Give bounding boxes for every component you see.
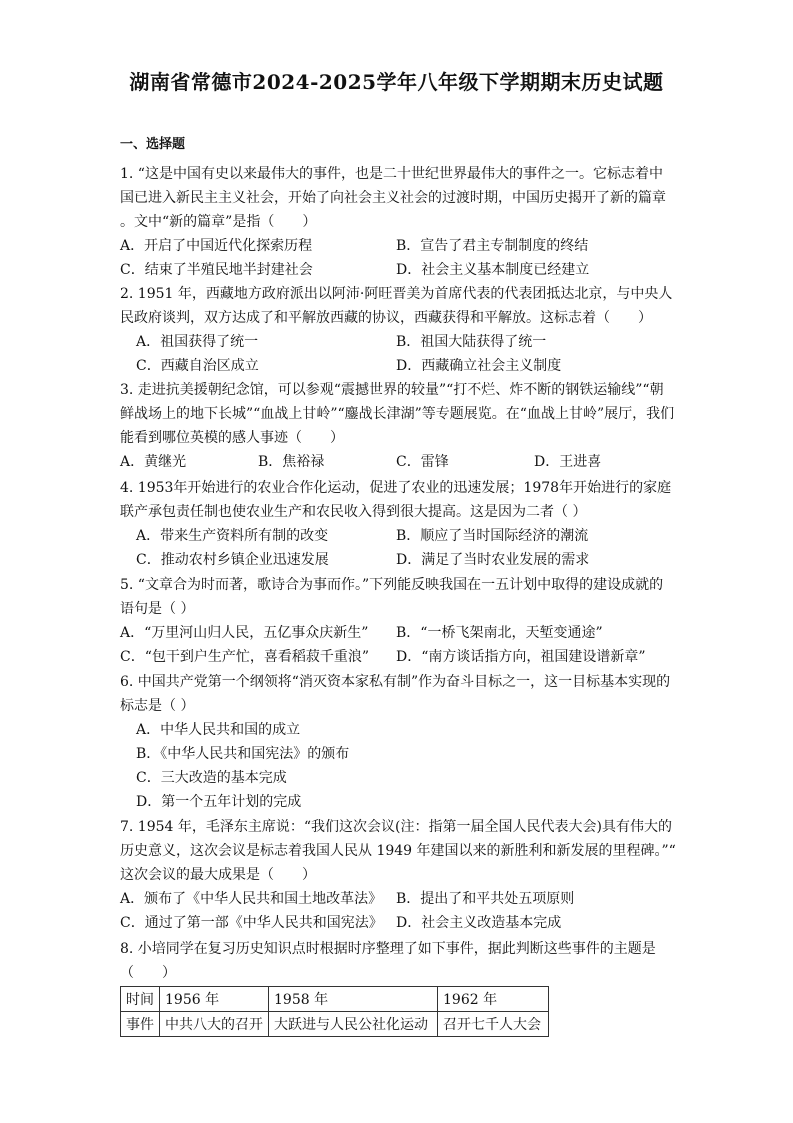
- question-text: 这次会议的最大成果是（ ）: [120, 867, 316, 883]
- option-a: A．“万里河山归人民，五亿事众庆新生”: [120, 625, 369, 641]
- table-row: [121, 987, 549, 1012]
- question-7: [120, 815, 680, 935]
- event-table: [120, 986, 549, 1037]
- question-text: 。文中“新的篇章”是指（ ）: [120, 214, 317, 230]
- option-c: C．“包干到户生产忙，喜看稻菽千重浪”: [120, 649, 370, 665]
- question-6: [120, 670, 680, 814]
- option-a: A．黄继光: [120, 454, 187, 470]
- option-a: A．开启了中国近代化探索历程: [120, 238, 313, 254]
- option-a: A．祖国获得了统一: [136, 334, 259, 350]
- option-d: D．王进喜: [534, 454, 602, 470]
- option-b: B．提出了和平共处五项原则: [396, 891, 575, 907]
- table-cell: 1958 年: [269, 987, 438, 1012]
- question-text: 4. 1953年开始进行的农业合作化运动，促进了农业的迅速发展；1978年开始进行的家庭: [120, 480, 672, 496]
- question-4: [120, 476, 680, 572]
- question-text: 语句是（ ）: [120, 601, 195, 617]
- question-text: 6. 中国共产党第一个纲领将“消灭资本家私有制”作为奋斗目标之一，这一目标基本实现的: [120, 674, 671, 690]
- option-d: D．第一个五年计划的完成: [136, 794, 302, 810]
- question-text: 7. 1954 年，毛泽东主席说：“我们这次会议(注：指第一届全国人民代表大会)具有伟大的: [120, 819, 672, 835]
- option-a: A．颁布了《中华人民共和国土地改革法》: [120, 891, 383, 907]
- option-d: D．“南方谈话指方向，祖国建设谱新章”: [396, 649, 646, 665]
- option-c: C．雷锋: [396, 454, 449, 470]
- table-cell: 大跃进与人民公社化运动: [269, 1012, 438, 1037]
- option-c: C．结束了半殖民地半封建社会: [120, 262, 313, 278]
- question-text: 联产承包责任制也使农业生产和农民收入得到很大提高。这是因为二者（ ）: [120, 504, 587, 520]
- option-b: B．《中华人民共和国宪法》的颁布: [136, 746, 350, 762]
- question-text: 历史意义，这次会议是标志着我国人民从 1949 年建国以来的新胜利和新发展的里程碑。”“: [120, 843, 676, 859]
- option-b: B．祖国大陆获得了统一: [396, 334, 547, 350]
- table-cell: 1962 年: [438, 987, 549, 1012]
- page-title: 湖南省常德市2024-2025学年八年级下学期期末历史试题: [129, 70, 664, 94]
- option-c: C．推动农村乡镇企业迅速发展: [136, 552, 329, 568]
- option-d: D．西藏确立社会主义制度: [396, 358, 562, 374]
- table-cell: 事件: [121, 1012, 160, 1037]
- question-text: 民政府谈判，双方达成了和平解放西藏的协议，西藏获得和平解放。这标志着（ ）: [120, 310, 652, 326]
- option-c: C．三大改造的基本完成: [136, 770, 287, 786]
- option-c: C．通过了第一部《中华人民共和国宪法》: [120, 915, 383, 931]
- question-8: [120, 937, 680, 985]
- question-5: [120, 573, 680, 669]
- option-b: B．“一桥飞架南北，天堑变通途”: [396, 625, 603, 641]
- table-cell: 召开七千人大会: [438, 1012, 549, 1037]
- table-cell: 中共八大的召开: [160, 1012, 269, 1037]
- question-text: 鲜战场上的地下长城”“血战上甘岭”“鏖战长津湖”等专题展览。在“血战上甘岭”展厅，我们: [120, 406, 675, 422]
- question-text: 标志是（ ）: [120, 698, 195, 714]
- option-d: D．社会主义基本制度已经建立: [396, 262, 590, 278]
- option-c: C．西藏自治区成立: [136, 358, 259, 374]
- option-d: D．满足了当时农业发展的需求: [396, 552, 590, 568]
- option-b: B．焦裕禄: [258, 454, 325, 470]
- question-text: 1. “这是中国有史以来最伟大的事件，也是二十世纪世界最伟大的事件之一。它标志着中: [120, 166, 663, 182]
- question-text: （ ）: [120, 965, 176, 981]
- table-cell: 1956 年: [160, 987, 269, 1012]
- section-heading: 一、选择题: [120, 137, 186, 152]
- question-text: 2. 1951 年，西藏地方政府派出以阿沛·阿旺晋美为首席代表的代表团抵达北京，与中央人: [120, 286, 673, 302]
- option-d: D．社会主义改造基本完成: [396, 915, 562, 931]
- option-b: B．顺应了当时国际经济的潮流: [396, 528, 589, 544]
- question-text: 3. 走进抗美援朝纪念馆，可以参观“震撼世界的较量”“打不烂、炸不断的钢铁运输线”“朝: [120, 382, 664, 398]
- table-row: [121, 1012, 549, 1037]
- option-a: A．中华人民共和国的成立: [136, 722, 301, 738]
- option-a: A．带来生产资料所有制的改变: [136, 528, 329, 544]
- question-3: [120, 378, 680, 474]
- question-text: 5. “文章合为时而著，歌诗合为事而作。”下列能反映我国在一五计划中取得的建设成就的: [120, 577, 664, 593]
- question-text: 国已进入新民主主义社会，开始了向社会主义社会的过渡时期，中国历史揭开了新的篇章: [120, 190, 666, 206]
- question-text: 8. 小培同学在复习历史知识点时根据时序整理了如下事件，据此判断这些事件的主题是: [120, 941, 656, 957]
- question-2: [120, 282, 680, 378]
- question-1: [120, 162, 680, 282]
- table-cell: 时间: [121, 987, 160, 1012]
- option-b: B．宣告了君主专制制度的终结: [396, 238, 589, 254]
- question-text: 能看到哪位英模的感人事迹（ ）: [120, 430, 344, 446]
